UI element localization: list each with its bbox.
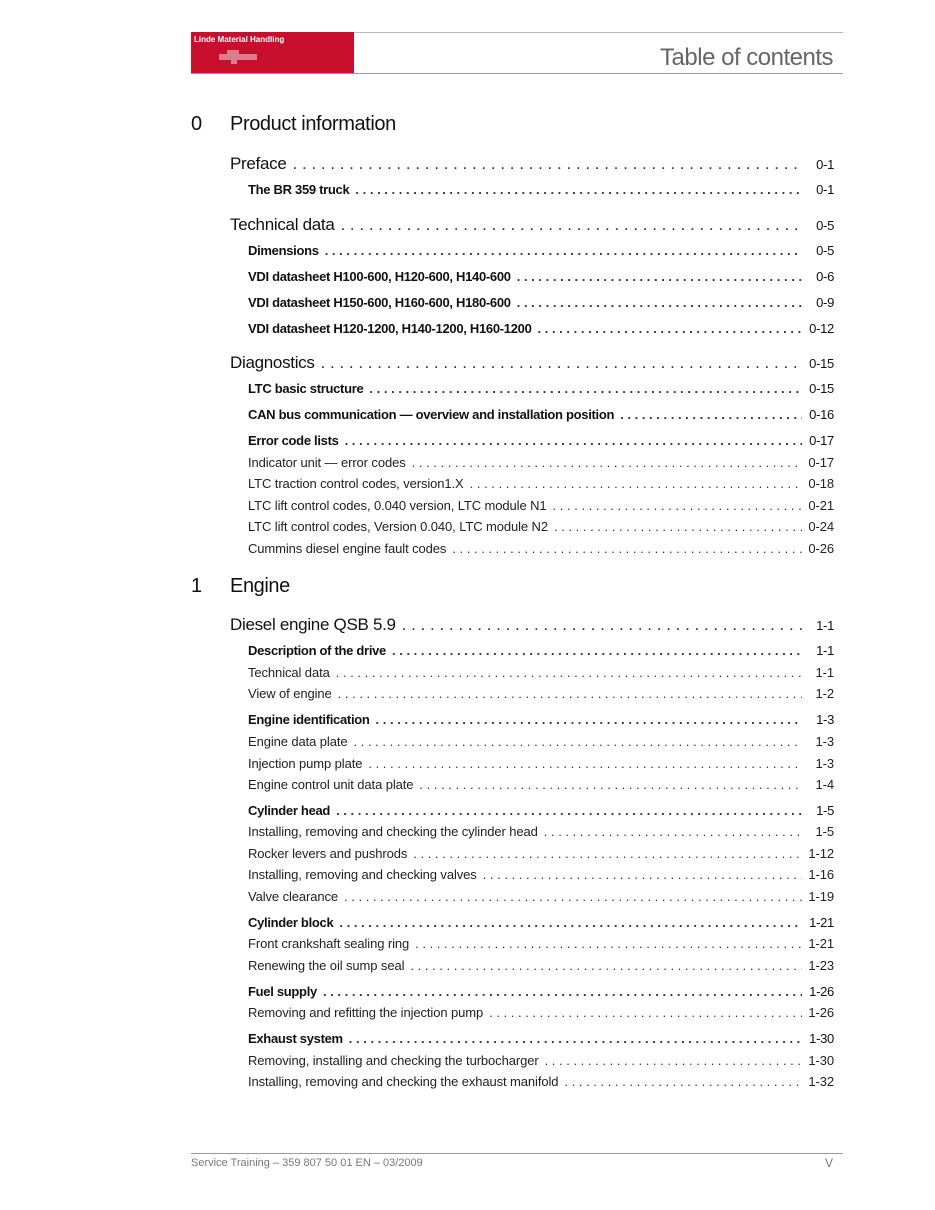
toc-entry-title: CAN bus communication — overview and installation position <box>248 407 615 422</box>
toc-entry-title: VDI datasheet H100-600, H120-600, H140-600 <box>248 269 511 284</box>
toc-entry[interactable] <box>248 824 834 839</box>
dot-leader <box>489 1005 802 1020</box>
toc-entry[interactable] <box>248 936 834 951</box>
dot-leader <box>452 541 802 556</box>
toc-entry-title: Rocker levers and pushrods <box>248 846 408 861</box>
toc-entry-title: Fuel supply <box>248 984 317 999</box>
toc-entry-title: LTC lift control codes, Version 0.040, LTC module N2 <box>248 519 548 534</box>
toc-entry-page: 1-2 <box>815 686 834 701</box>
dot-leader <box>325 243 802 258</box>
toc-entry-page: 0-24 <box>808 519 834 534</box>
toc-entry-page: 1-21 <box>809 915 834 930</box>
dot-leader <box>483 867 802 882</box>
toc-entry-title: LTC traction control codes, version1.X <box>248 476 464 491</box>
toc-entry-page: 1-23 <box>808 958 834 973</box>
dot-leader <box>470 476 802 491</box>
dot-leader <box>354 734 803 749</box>
dot-leader <box>368 756 802 771</box>
toc-entry-page: 1-5 <box>816 803 834 818</box>
dot-leader <box>517 295 802 310</box>
chapter-number: 1 <box>191 575 203 597</box>
toc-entry-title: Renewing the oil sump seal <box>248 958 405 973</box>
toc-entry-title: Technical data <box>248 665 330 680</box>
toc-entry-title: VDI datasheet H150-600, H160-600, H180-600 <box>248 295 511 310</box>
toc-entry-title: Installing, removing and checking valves <box>248 867 477 882</box>
dot-leader <box>355 182 802 197</box>
toc-entry-title: Injection pump plate <box>248 756 363 771</box>
dot-leader <box>339 915 802 930</box>
toc-entry-page: 0-6 <box>816 269 834 284</box>
toc-entry-page: 1-1 <box>816 618 834 633</box>
toc-entry-page: 1-16 <box>808 867 834 882</box>
toc-entry-page: 0-15 <box>809 356 834 371</box>
dot-leader <box>517 269 802 284</box>
toc-entry-page: 0-9 <box>816 295 834 310</box>
toc-entry-title: Indicator unit — error codes <box>248 455 406 470</box>
toc-entry-title: Front crankshaft sealing ring <box>248 936 410 951</box>
dot-leader <box>415 936 802 951</box>
toc-entry[interactable] <box>248 1074 834 1089</box>
toc-entry[interactable] <box>248 519 834 534</box>
toc-entry-page: 1-26 <box>808 1005 834 1020</box>
logo-text: Linde Material Handling <box>194 35 285 44</box>
toc-entry-page: 0-15 <box>809 381 834 396</box>
toc-entry-title: Preface <box>230 154 287 173</box>
toc-entry-page: 1-4 <box>815 777 834 792</box>
toc-entry-title: Error code lists <box>248 433 339 448</box>
toc-entry-page: 1-21 <box>808 936 834 951</box>
dot-leader <box>321 353 802 373</box>
toc-entry-page: 0-21 <box>808 498 834 513</box>
toc-entry-page: 1-1 <box>815 665 834 680</box>
toc-entry-title: Engine data plate <box>248 734 348 749</box>
toc-entry-title: Exhaust system <box>248 1031 343 1046</box>
dot-leader <box>336 665 802 680</box>
toc-entry-title: LTC basic structure <box>248 381 364 396</box>
toc-entry[interactable] <box>248 1031 834 1046</box>
toc-entry-page: 1-1 <box>816 643 834 658</box>
toc-entry-page: 0-26 <box>808 541 834 556</box>
toc-entry[interactable] <box>248 541 834 556</box>
toc-entry[interactable] <box>248 498 834 513</box>
toc-entry[interactable] <box>248 846 834 861</box>
toc-entry-page: 1-19 <box>808 889 834 904</box>
toc-entry[interactable] <box>248 269 834 284</box>
toc-entry-page: 1-30 <box>809 1031 834 1046</box>
footer-rule <box>191 1153 843 1154</box>
toc-entry[interactable] <box>248 643 834 658</box>
toc-entry[interactable] <box>248 712 834 727</box>
dot-leader <box>293 154 803 174</box>
dot-leader <box>564 1074 802 1089</box>
toc-entry-page: 1-26 <box>809 984 834 999</box>
dot-leader <box>349 1031 802 1046</box>
chapter-title: Engine <box>230 575 290 597</box>
dot-leader <box>553 498 802 513</box>
toc-entry-title: LTC lift control codes, 0.040 version, LTC module N1 <box>248 498 547 513</box>
toc-entry-title: Engine control unit data plate <box>248 777 414 792</box>
toc-entry-title: Cummins diesel engine fault codes <box>248 541 447 556</box>
toc-entry[interactable] <box>248 476 834 491</box>
footer-document-info: Service Training – 359 807 50 01 EN – 03/2009 <box>191 1157 423 1169</box>
toc-entry[interactable] <box>248 665 834 680</box>
dot-leader <box>413 846 802 861</box>
toc-entry-title: Dimensions <box>248 243 319 258</box>
header-rule-bottom <box>191 73 843 74</box>
toc-entry-title: Installing, removing and checking the cylinder head <box>248 824 538 839</box>
toc-entry-page: 1-3 <box>815 734 834 749</box>
toc-entry[interactable] <box>248 321 834 336</box>
toc-entry-page: 0-1 <box>816 182 834 197</box>
toc-entry-page: 0-16 <box>809 407 834 422</box>
toc-entry[interactable] <box>230 215 834 235</box>
toc-entry-title: Valve clearance <box>248 889 339 904</box>
dot-leader <box>538 321 802 336</box>
toc-entry-page: 0-5 <box>816 218 834 233</box>
toc-entry-title: Removing and refitting the injection pump <box>248 1005 484 1020</box>
chapter-title: Product information <box>230 113 396 135</box>
toc-entry[interactable] <box>248 686 834 701</box>
toc-entry-title: Cylinder block <box>248 915 334 930</box>
dot-leader <box>376 712 802 727</box>
dot-leader <box>410 958 802 973</box>
toc-entry[interactable] <box>248 182 834 197</box>
dot-leader <box>344 889 802 904</box>
toc-entry[interactable] <box>248 756 834 771</box>
dot-leader <box>402 615 802 635</box>
toc-entry-title: Diagnostics <box>230 353 315 372</box>
toc-entry[interactable] <box>248 295 834 310</box>
dot-leader <box>323 984 802 999</box>
toc-entry-page: 1-12 <box>808 846 834 861</box>
toc-entry-page: 0-18 <box>808 476 834 491</box>
toc-entry-page: 1-30 <box>808 1053 834 1068</box>
dot-leader <box>412 455 802 470</box>
toc-entry-title: View of engine <box>248 686 332 701</box>
dot-leader <box>336 803 802 818</box>
toc-entry[interactable] <box>248 803 834 818</box>
toc-entry-page: 0-5 <box>816 243 834 258</box>
dot-leader <box>340 215 802 235</box>
toc-entry-title: Technical data <box>230 215 335 234</box>
toc-entry[interactable] <box>248 407 834 422</box>
dot-leader <box>338 686 802 701</box>
toc-entry-title: VDI datasheet H120-1200, H140-1200, H160-1200 <box>248 321 532 336</box>
toc-entry-page: 1-32 <box>808 1074 834 1089</box>
footer-page-number: V <box>824 1156 833 1170</box>
dot-leader <box>544 824 802 839</box>
toc-entry-title: Engine identification <box>248 712 370 727</box>
toc-entry[interactable] <box>248 243 834 258</box>
toc-entry-title: Removing, installing and checking the turbocharger <box>248 1053 539 1068</box>
page-title: Table of contents <box>660 44 833 71</box>
toc-entry-page: 1-3 <box>815 756 834 771</box>
dot-leader <box>392 643 802 658</box>
toc-entry[interactable] <box>248 734 834 749</box>
toc-entry-page: 0-17 <box>808 455 834 470</box>
toc-entry-page: 0-17 <box>809 433 834 448</box>
chapter-number: 0 <box>191 113 203 135</box>
toc-entry[interactable] <box>248 777 834 792</box>
toc-entry[interactable] <box>248 433 834 448</box>
toc-entry[interactable] <box>248 1053 834 1068</box>
toc-entry-title: Installing, removing and checking the exhaust manifold <box>248 1074 559 1089</box>
dot-leader <box>620 407 802 422</box>
toc-entry-title: The BR 359 truck <box>248 182 350 197</box>
toc-entry[interactable] <box>248 984 834 999</box>
toc-entry[interactable] <box>230 353 834 373</box>
toc-entry[interactable] <box>230 615 834 635</box>
dot-leader <box>545 1053 802 1068</box>
toc-entry[interactable] <box>248 915 834 930</box>
toc-entry-title: Diesel engine QSB 5.9 <box>230 615 396 634</box>
toc-entry-page: 1-3 <box>816 712 834 727</box>
toc-entry-page: 1-5 <box>815 824 834 839</box>
toc-entry[interactable] <box>248 1005 834 1020</box>
dot-leader <box>554 519 802 534</box>
toc-entry[interactable] <box>248 381 834 396</box>
toc-entry[interactable] <box>248 867 834 882</box>
dot-leader <box>345 433 802 448</box>
toc-entry-page: 0-12 <box>809 321 834 336</box>
toc-entry-title: Description of the drive <box>248 643 386 658</box>
dot-leader <box>419 777 802 792</box>
toc-entry[interactable] <box>248 889 834 904</box>
toc-entry[interactable] <box>230 154 834 174</box>
dot-leader <box>369 381 802 396</box>
toc-entry-title: Cylinder head <box>248 803 331 818</box>
company-logo <box>191 32 354 73</box>
toc-entry-page: 0-1 <box>816 157 834 172</box>
toc-entry[interactable] <box>248 455 834 470</box>
toc-entry[interactable] <box>248 958 834 973</box>
